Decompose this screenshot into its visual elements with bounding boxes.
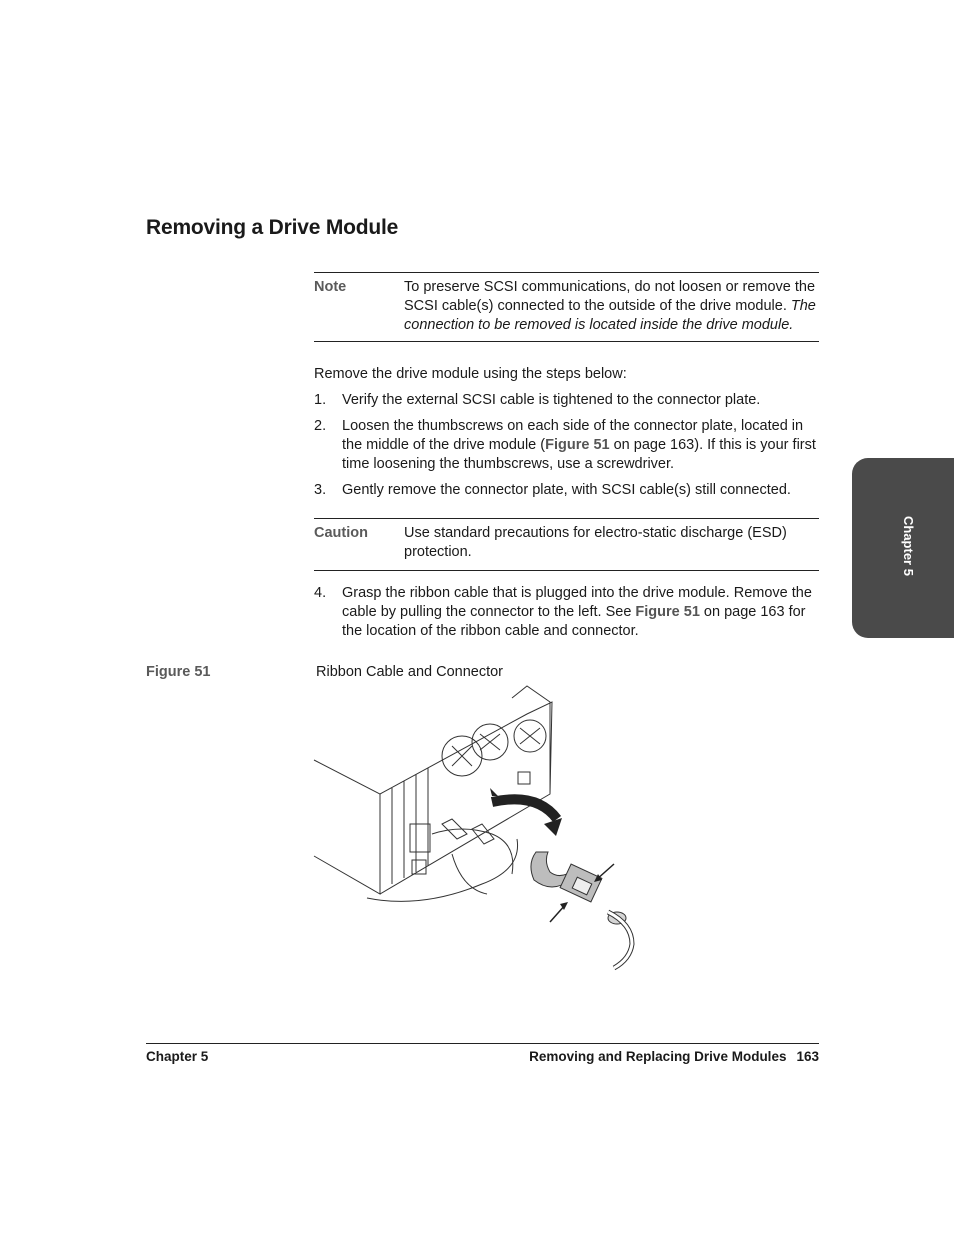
footer-chapter: Chapter 5 [146,1049,209,1064]
figure-link[interactable]: Figure 51 [545,437,610,453]
chapter-tab-label: Chapter 5 [901,516,916,576]
connector-block [412,860,426,874]
connector-block [410,824,430,852]
figure-link[interactable]: Figure 51 [635,604,700,620]
cable [432,829,513,874]
step-item [314,481,819,500]
chassis-outline [314,760,380,894]
step-text-post: on page 163). If this is your first time loosening the thumbscrews, use a screwdriver. [342,437,816,472]
footer-divider [146,1043,819,1044]
step-text: Gently remove the connector plate, with SCSI cable(s) still connected. [342,482,791,498]
intro-text: Remove the drive module using the steps below: [314,366,627,382]
caution-body: Use standard precautions for electro-static discharge (ESD) protection. [404,525,787,560]
chassis-base-curve [367,839,518,901]
caution-label: Caution [314,525,368,541]
figure-caption: Ribbon Cable and Connector [316,664,504,680]
cable [452,854,487,894]
step-text-pre: Grasp the ribbon cable that is plugged into the drive module. Remove the cable by pulling the connector to the left. See [342,585,812,620]
caution-callout [314,518,819,571]
step-text-pre: Loosen the thumbscrews on each side of the connector plate, located in the middle of the drive module ( [342,418,804,453]
switch [518,772,530,784]
chapter-tab [852,458,954,638]
step-number: 2. [314,418,327,434]
ribbon-cable-illustration [312,684,652,976]
step-item [314,417,819,474]
note-callout [314,272,819,342]
note-body [404,273,819,343]
step-text-post: on page 163 for the location of the ribbon cable and connector. [342,604,806,639]
page-number: 163 [796,1049,819,1064]
steps-list-continued [314,584,819,648]
step-text: Verify the external SCSI cable is tightened to the connector plate. [342,392,761,408]
footer-right [529,1049,819,1064]
step-item [314,584,819,641]
note-label: Note [314,279,347,295]
step-number: 4. [314,585,327,601]
note-text: To preserve SCSI communications, do not loosen or remove the SCSI cable(s) connected to the outside of the drive module. [404,279,816,314]
figure-label: Figure 51 [146,664,211,680]
footer-title: Removing and Replacing Drive Modules [529,1049,787,1064]
step-number: 3. [314,482,327,498]
step-item [314,391,819,410]
step-number: 1. [314,392,327,408]
note-italic-text: The connection to be removed is located inside the drive module. [404,298,816,333]
section-title: Removing a Drive Module [146,216,399,239]
steps-list [314,391,819,507]
